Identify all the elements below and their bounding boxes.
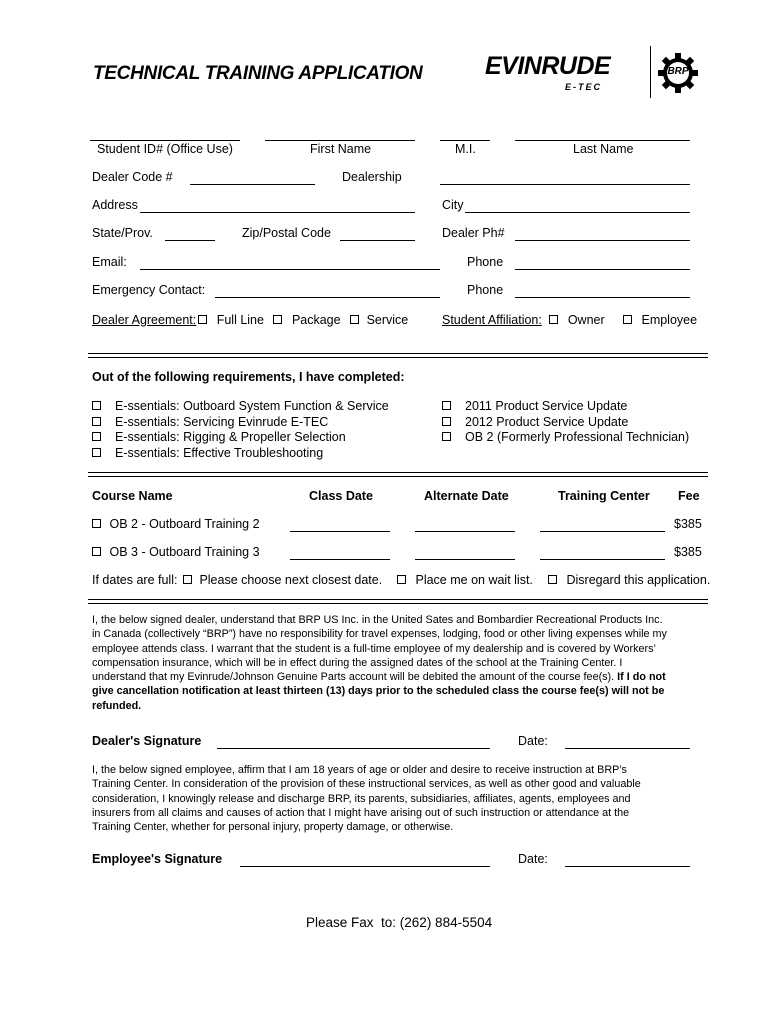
course-name: OB 2 - Outboard Training 2 xyxy=(109,517,260,531)
emergency-phone-field[interactable] xyxy=(515,297,690,298)
phone-field[interactable] xyxy=(515,269,690,270)
next-closest-checkbox[interactable] xyxy=(183,575,192,584)
list-item: E-ssentials: Servicing Evinrude E-TEC xyxy=(92,415,389,431)
training-center-field[interactable] xyxy=(540,531,665,532)
requirements-heading: Out of the following requirements, I have completed: xyxy=(92,370,405,384)
owner-label: Owner xyxy=(567,313,605,327)
disregard-checkbox[interactable] xyxy=(548,575,557,584)
state-label: State/Prov. xyxy=(92,226,153,240)
logo-wordmark: EVINRUDE xyxy=(485,52,611,80)
last-name-line[interactable] xyxy=(515,140,690,141)
city-label: City xyxy=(442,198,464,212)
dealer-code-label: Dealer Code # xyxy=(92,170,173,184)
logo-subtitle: E-TEC xyxy=(565,82,602,92)
requirement-checkbox[interactable] xyxy=(442,401,451,410)
class-date-field[interactable] xyxy=(290,559,390,560)
requirements-right-list xyxy=(442,399,689,446)
section-divider xyxy=(88,599,708,604)
fee-header: Fee xyxy=(678,489,700,503)
course-fee: $385 xyxy=(674,517,702,531)
dealership-field[interactable] xyxy=(440,184,690,185)
course-name: OB 3 - Outboard Training 3 xyxy=(109,545,260,559)
emergency-phone-label: Phone xyxy=(467,283,504,297)
city-field[interactable] xyxy=(465,212,690,213)
training-center-field[interactable] xyxy=(540,559,665,560)
employee-signature-label: Employee's Signature xyxy=(92,852,223,866)
next-closest-label: Please choose next closest date. xyxy=(199,573,383,587)
dealership-label: Dealership xyxy=(342,170,402,184)
alternate-date-field[interactable] xyxy=(415,531,515,532)
dealer-phone-field[interactable] xyxy=(515,240,690,241)
employee-checkbox[interactable] xyxy=(623,315,632,324)
alternate-date-field[interactable] xyxy=(415,559,515,560)
course-checkbox[interactable] xyxy=(92,519,101,528)
dealer-agreement-row xyxy=(92,313,408,327)
state-field[interactable] xyxy=(165,240,215,241)
training-center-header: Training Center xyxy=(558,489,650,503)
class-date-field[interactable] xyxy=(290,531,390,532)
table-row xyxy=(92,517,260,531)
evinrude-logo xyxy=(485,52,611,92)
requirements-left-list xyxy=(92,399,389,461)
zip-field[interactable] xyxy=(340,240,415,241)
emergency-contact-field[interactable] xyxy=(215,297,440,298)
logo-divider xyxy=(650,46,651,98)
dealer-signature-label: Dealer's Signature xyxy=(92,734,202,748)
mi-line[interactable] xyxy=(440,140,490,141)
student-id-line[interactable] xyxy=(90,140,240,141)
employee-statement: I, the below signed employee, affirm that I am 18 years of age or older and desire to receive instruction at BRP’s Training Center. In consideration of the provision of these instructional services, as well as other good and valuable consideration, I knowingly release and discharge BRP, its parents, subsidiaries, affiliates, agents, employees and insurers from all claims and causes of action that I might have arising out of such instruction or attendance at the Training Center, whether for personal injury, property damage, or otherwise. xyxy=(92,764,641,834)
wait-list-option xyxy=(397,573,533,587)
student-affiliation-label: Student Affiliation: xyxy=(442,313,542,327)
alternate-date-header: Alternate Date xyxy=(424,489,509,503)
wait-list-checkbox[interactable] xyxy=(397,575,406,584)
emergency-contact-label: Emergency Contact: xyxy=(92,283,206,297)
section-divider xyxy=(88,353,708,358)
zip-label: Zip/Postal Code xyxy=(242,226,331,240)
list-item: OB 2 (Formerly Professional Technician) xyxy=(442,430,689,446)
dates-full-row xyxy=(92,573,382,587)
table-row xyxy=(92,545,260,559)
fax-number: Please Fax to: (262) 884-5504 xyxy=(306,915,493,930)
email-field[interactable] xyxy=(140,269,440,270)
owner-checkbox[interactable] xyxy=(549,315,558,324)
list-item: E-ssentials: Outboard System Function & Service xyxy=(92,399,389,415)
last-name-label: Last Name xyxy=(573,142,634,156)
dates-full-label: If dates are full: xyxy=(92,573,178,587)
dealer-signature-field[interactable] xyxy=(217,748,490,749)
dealer-phone-label: Dealer Ph# xyxy=(442,226,505,240)
section-divider xyxy=(88,472,708,477)
page-title: TECHNICAL TRAINING APPLICATION xyxy=(93,63,423,84)
disregard-label: Disregard this application. xyxy=(566,573,711,587)
full-line-checkbox[interactable] xyxy=(198,315,207,324)
employee-date-label: Date: xyxy=(518,852,548,866)
package-label: Package xyxy=(291,313,341,327)
dealer-statement: I, the below signed dealer, understand that BRP US Inc. in the United Sates and Bombardier Recreational Products Inc. in Canada (collectively “BRP”) have no responsibility for travel expenses, lodging, food or other living expenses while my employee attends class. I warrant that the student is a full-time employee of my dealership and is covered by Workers’ compensation insurance, which will be in effect during the assigned dates of the school at the Training Center. I understand that my Evinrude/Johnson Genuine Parts account will be debited the amount of the course fee(s). If I do not give cancellation notification at least thirteen (13) days prior to the scheduled class the course fee(s) will not be refunded. xyxy=(92,614,667,712)
address-field[interactable] xyxy=(140,212,415,213)
service-label: Service xyxy=(366,313,409,327)
list-item: 2011 Product Service Update xyxy=(442,399,689,415)
requirement-checkbox[interactable] xyxy=(92,432,101,441)
requirement-checkbox[interactable] xyxy=(92,401,101,410)
list-item: 2012 Product Service Update xyxy=(442,415,689,431)
brp-text: BRP xyxy=(667,66,689,77)
email-label: Email: xyxy=(92,255,127,269)
employee-label: Employee xyxy=(641,313,698,327)
first-name-line[interactable] xyxy=(265,140,415,141)
list-item: E-ssentials: Effective Troubleshooting xyxy=(92,446,389,462)
requirement-checkbox[interactable] xyxy=(442,432,451,441)
dealer-date-field[interactable] xyxy=(565,748,690,749)
course-name-header: Course Name xyxy=(92,489,173,503)
course-fee: $385 xyxy=(674,545,702,559)
student-id-label: Student ID# (Office Use) xyxy=(97,142,233,156)
list-item: E-ssentials: Rigging & Propeller Selection xyxy=(92,430,389,446)
employee-signature-field[interactable] xyxy=(240,866,490,867)
dealer-code-field[interactable] xyxy=(190,184,315,185)
service-checkbox[interactable] xyxy=(350,315,359,324)
employee-date-field[interactable] xyxy=(565,866,690,867)
brp-gear-icon xyxy=(657,52,699,94)
requirement-checkbox[interactable] xyxy=(92,417,101,426)
wait-list-label: Place me on wait list. xyxy=(415,573,533,587)
requirement-checkbox[interactable] xyxy=(92,448,101,457)
dealer-date-label: Date: xyxy=(518,734,548,748)
first-name-label: First Name xyxy=(310,142,372,156)
course-checkbox[interactable] xyxy=(92,547,101,556)
requirement-checkbox[interactable] xyxy=(442,417,451,426)
dealer-agreement-label: Dealer Agreement: xyxy=(92,313,197,327)
full-line-label: Full Line xyxy=(216,313,264,327)
student-affiliation-row xyxy=(442,313,605,327)
employee-option xyxy=(623,313,697,327)
address-label: Address xyxy=(92,198,138,212)
mi-label: M.I. xyxy=(455,142,476,156)
package-checkbox[interactable] xyxy=(273,315,282,324)
phone-label: Phone xyxy=(467,255,504,269)
class-date-header: Class Date xyxy=(309,489,373,503)
disregard-option xyxy=(548,573,710,587)
